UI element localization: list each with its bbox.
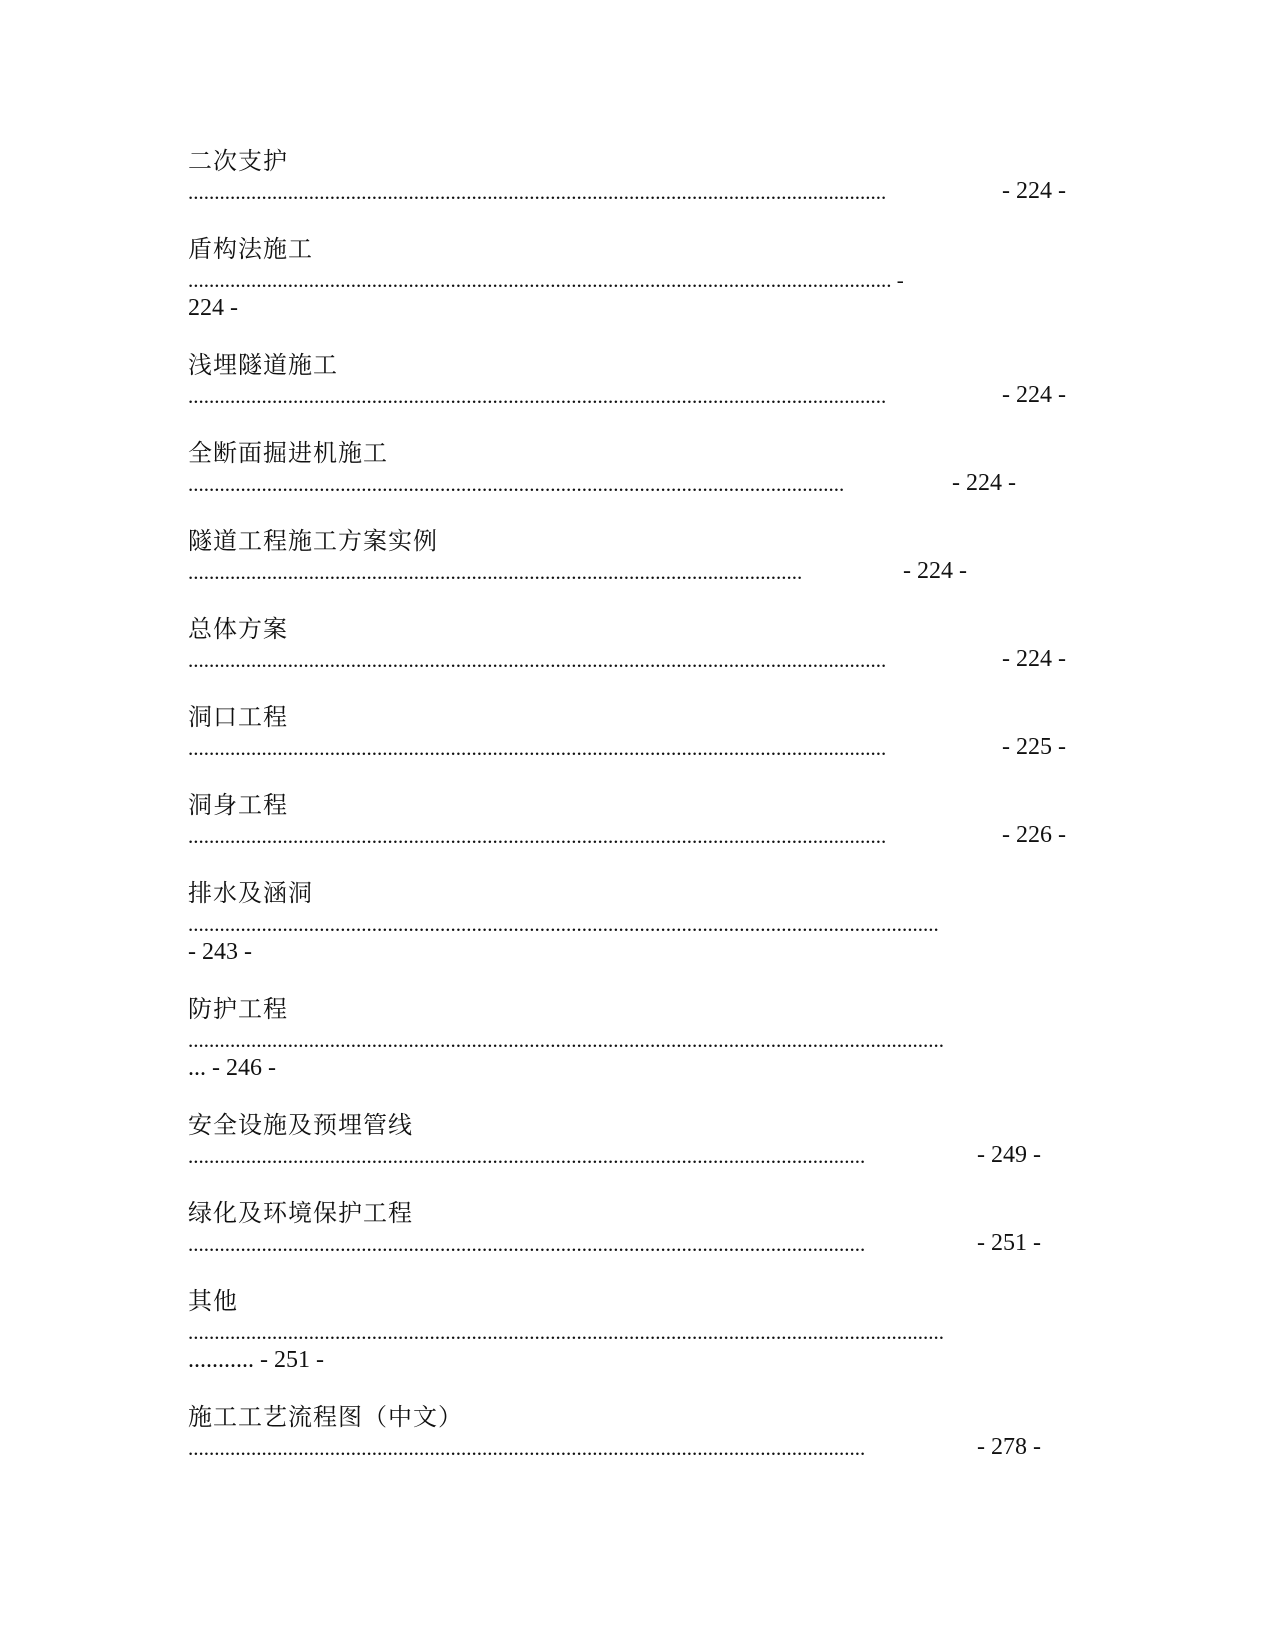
toc-entry-page-number: - 225 - [1002, 734, 1066, 760]
toc-entry-leader: ............................................................................................................................. [188, 472, 845, 496]
toc-entry-title: 洞口工程 [188, 705, 288, 731]
toc-entry-title: 洞身工程 [188, 793, 288, 819]
toc-entry-leader: ..................................................................................................................................... [188, 180, 887, 204]
toc-entry-title: 施工工艺流程图（中文） [188, 1405, 463, 1431]
toc-entry-title: 盾构法施工 [188, 237, 313, 263]
toc-entry-title: 全断面掘进机施工 [188, 441, 388, 467]
toc-entry-page-number: ........... - 251 - [188, 1347, 324, 1373]
toc-entry-page-number: - 224 - [952, 470, 1016, 496]
toc-entry-leader: ................................................................................................................................................ [188, 1028, 944, 1052]
toc-entry-title: 总体方案 [188, 617, 288, 643]
toc-entry-title: 其他 [188, 1289, 238, 1315]
toc-entry-page-number: - 224 - [903, 558, 967, 584]
toc-entry-page-number: - 224 - [1002, 646, 1066, 672]
toc-entry-title: 绿化及环境保护工程 [188, 1201, 413, 1227]
toc-entry-title: 安全设施及预埋管线 [188, 1113, 413, 1139]
toc-entry-title: 排水及涵洞 [188, 881, 313, 907]
toc-entry-leader: ................................................................................................................................. [188, 1232, 866, 1256]
toc-entry-leader: ............................................................................................................................................... [188, 912, 939, 936]
toc-entry-leader: ..................................................................................................................................... [188, 648, 887, 672]
toc-entry-page-number: ... - 246 - [188, 1055, 276, 1081]
toc-entry-leader: ..................................................................................................................................... [188, 384, 887, 408]
toc-entry-leader: ..................................................................................................................................... [188, 736, 887, 760]
toc-entry-page-number: - 249 - [977, 1142, 1041, 1168]
toc-entry-page-number: - 251 - [977, 1230, 1041, 1256]
toc-entry-leader: ................................................................................................................................................ [188, 1320, 944, 1344]
toc-entry-leader: ...................................................................................................................................... - [188, 268, 904, 292]
toc-entry-title: 浅埋隧道施工 [188, 353, 338, 379]
toc-entry-page-number: - 278 - [977, 1434, 1041, 1460]
toc-entry-leader: ..................................................................................................................................... [188, 824, 887, 848]
toc-entry-page-number: - 243 - [188, 939, 252, 965]
toc-entry-page-number: - 226 - [1002, 822, 1066, 848]
toc-entry-title: 二次支护 [188, 149, 288, 175]
toc-entry-title: 隧道工程施工方案实例 [188, 529, 438, 555]
toc-entry-page-number: 224 - [188, 295, 238, 321]
toc-entry-leader: ................................................................................................................................. [188, 1144, 866, 1168]
toc-entry-leader: ................................................................................................................................. [188, 1436, 866, 1460]
toc-entry-page-number: - 224 - [1002, 382, 1066, 408]
toc-entry-title: 防护工程 [188, 997, 288, 1023]
toc-entry-leader: ..................................................................................................................... [188, 560, 803, 584]
toc-entry-page-number: - 224 - [1002, 178, 1066, 204]
